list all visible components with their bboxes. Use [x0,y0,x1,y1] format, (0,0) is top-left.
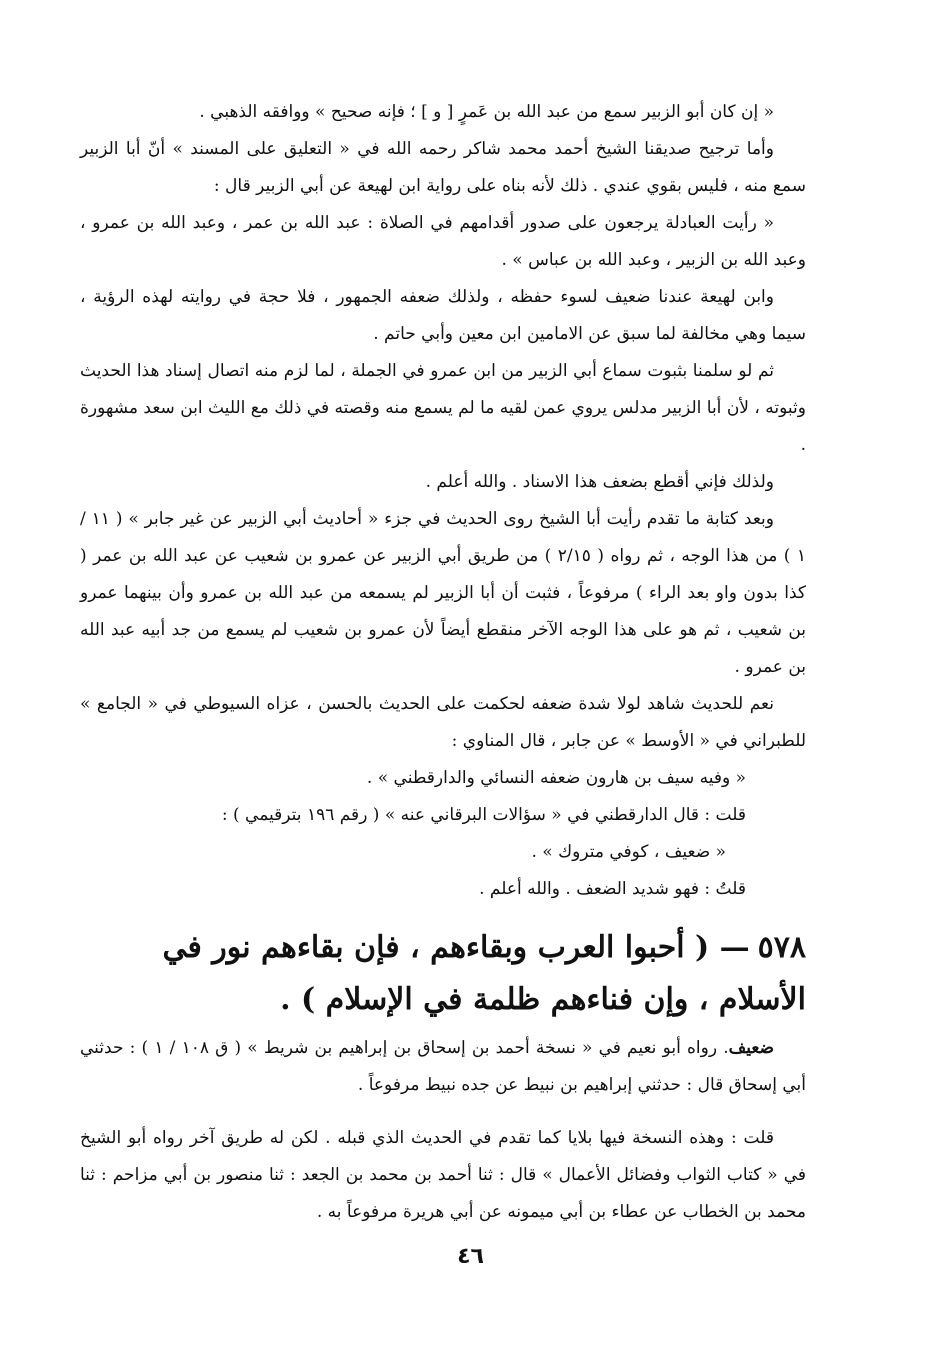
paragraph-abadila-quote: « رأيت العبادلة يرجعون على صدور أقدامهم في الصلاة : عبد الله بن عمر ، وعبد الله بن عمرو ، وعبد الله بن الزبير ، وعبد الله بن عباس » . [80,213,806,270]
paragraph-quote-dhahabi: « إن كان أبو الزبير سمع من عبد الله بن عَمرٍ [ و ] ؛ فإنه صحيح » ووافقه الذهبي . [199,102,774,122]
hadith-text: — ( أحبوا العرب وبقاءهم ، فإن بقاءهم نور في الأسلام ، وإن فناءهم ظلمة في الإسلام ) . [162,930,806,1017]
closing-paragraph: قلت : وهذه النسخة فيها بلايا كما تقدم في الحديث الذي قبله . لكن له طريق آخر رواه أبو الشيخ في « كتاب الثواب وفضائل الأعمال » قال : ثنا أحمد بن محمد بن الجعد : ثنا منصور بن أبي مزاحم : ثنا محمد بن الخطاب عن عطاء بن أبي ميمونه عن أبي هريرة مرفوعاً به . [80,1128,806,1222]
paragraph-shakir: وأما ترجيح صديقنا الشيخ أحمد محمد شاكر رحمه الله في « التعليق على المسند » أنّ أبا الزبير سمع منه ، فليس بقوي عندي . ذلك لأنه بناه على رواية ابن لهيعة عن أبي الزبير قال : [80,139,806,196]
paragraph-munawi-quote: « وفيه سيف بن هارون ضعفه النسائي والدارقطني » . [366,768,746,788]
page-body [80,94,806,1231]
paragraph-final-note: قلتُ : فهو شديد الضعف . والله أعلم . [479,879,746,899]
grading-paragraph [80,1030,806,1104]
paragraph-daraqutni-quote: « ضعيف ، كوفي متروك » . [531,842,726,862]
hadith-heading [80,922,806,1026]
paragraph-conclusion: ولذلك فإني أقطع بضعف هذا الاسناد . والله أعلم . [425,472,774,492]
hadith-number: ٥٧٨ [757,930,806,965]
paragraph-shahid: نعم للحديث شاهد لولا شدة ضعفه لحكمت على الحديث بالحسن ، عزاه السيوطي في « الجامع » للطبراني في « الأوسط » عن جابر ، قال المناوي : [80,694,806,751]
grading-label: ضعيف [728,1038,774,1058]
grading-text: . رواه أبو نعيم في « نسخة أحمد بن إسحاق بن إبراهيم بن شريط » ( ق ١٠٨ / ١ ) : حدثني أبي إسحاق قال : حدثني إبراهيم بن نبيط عن جده نبيط مرفوعاً . [80,1038,806,1095]
paragraph-abu-shaikh: وبعد كتابة ما تقدم رأيت أبا الشيخ روى الحديث في جزء « أحاديث أبي الزبير عن غير جابر » ( ١١ / ١ ) من هذا الوجه ، ثم رواه ( ٢/١٥ ) من طريق أبي الزبير عن عمرو بن شعيب عن عبد الله بن عمر ( كذا بدون واو بعد الراء ) مرفوعاً ، فثبت أن أبا الزبير لم يسمعه من عبد الله بن عمرو وأن بينهما عمرو بن شعيب ، ثم هو على هذا الوجه الآخر منقطع أيضاً لأن عمرو بن شعيب لم يسمع من جد أبيه عبد الله بن عمرو . [80,509,807,677]
paragraph-ibn-lahiah: وابن لهيعة عندنا ضعيف لسوء حفظه ، ولذلك ضعفه الجمهور ، فلا حجة في روايته لهذه الرؤية ، سيما وهي مخالفة لما سبق عن الامامين ابن معين وأبي حاتم . [80,287,806,344]
paragraph-abu-zubair: ثم لو سلمنا بثبوت سماع أبي الزبير من ابن عمرو في الجملة ، لما لزم منه اتصال إسناد هذا الحديث وثبوته ، لأن أبا الزبير مدلس يروي عمن لقيه ما لم يسمع منه وقصته في ذلك مع الليث ابن سعد مشهورة . [80,361,806,455]
page-number: ٤٦ [457,1244,484,1269]
paragraph-daraqutni: قلت : قال الدارقطني في « سؤالات البرقاني عنه » ( رقم ١٩٦ بترقيمي ) : [221,805,746,825]
